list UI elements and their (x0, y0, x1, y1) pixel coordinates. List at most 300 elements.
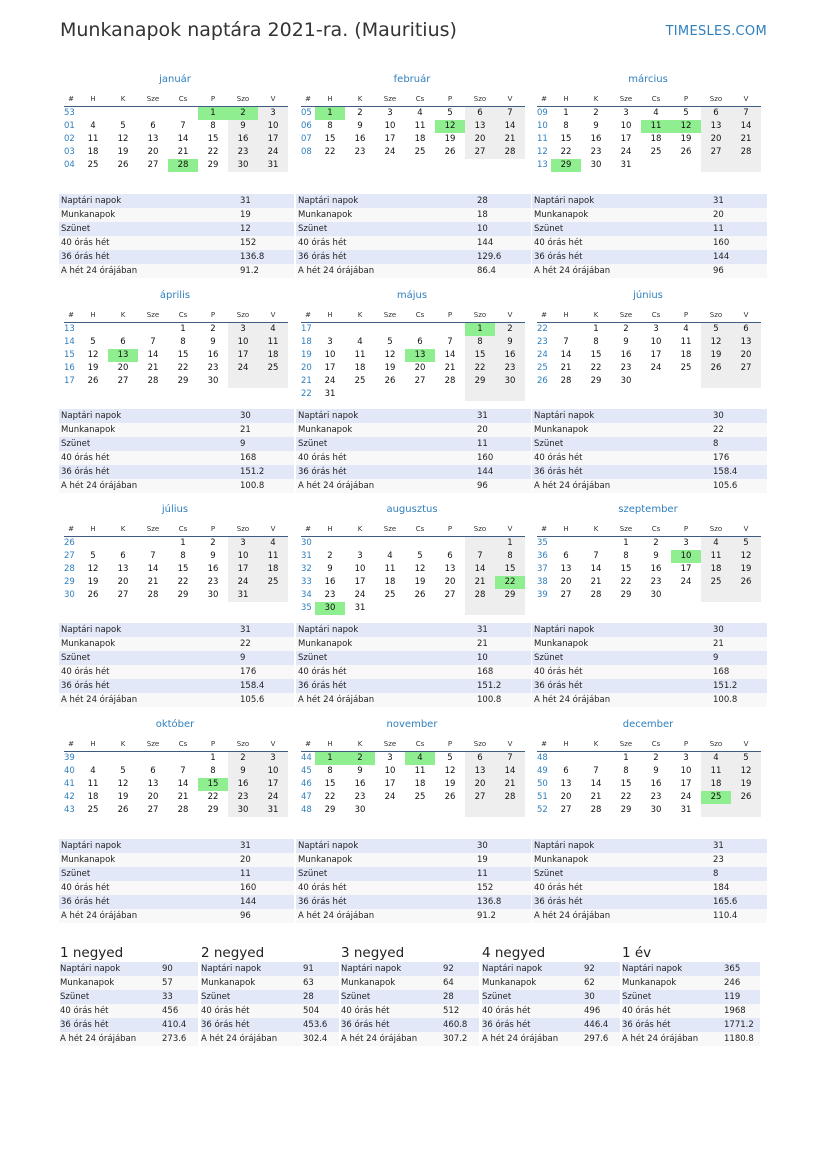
stat-value: 168 (477, 667, 494, 677)
stat-label: A hét 24 órájában (298, 695, 375, 705)
stat-label: Szünet (534, 439, 564, 449)
stat-label: A hét 24 órájában (61, 911, 138, 921)
stat-label: 40 órás hét (61, 667, 110, 677)
month-calendar (64, 502, 286, 602)
month-grid (64, 309, 286, 388)
month-name: június (633, 290, 663, 301)
weekday-header: Szo (228, 93, 258, 107)
stat-value: 20 (477, 425, 488, 435)
day-cell (168, 752, 198, 765)
stat-label: A hét 24 órájában (298, 481, 375, 491)
weekday-header: K (108, 309, 138, 323)
week-number: 12 (537, 147, 548, 157)
stat-value: 86.4 (477, 266, 496, 276)
stat-row (341, 990, 479, 1004)
day-cell: 16 (620, 350, 632, 360)
day-cell: 24 (650, 363, 662, 373)
day-cell: 11 (414, 121, 426, 131)
stat-label: 36 órás hét (61, 897, 110, 907)
stat-value: 11 (477, 439, 488, 449)
day-cell: 17 (228, 563, 258, 576)
day-cell: 4 (90, 766, 96, 776)
day-cell: 22 (620, 577, 632, 587)
stat-label: Munkanapok (61, 425, 116, 435)
quarter-stats (60, 962, 198, 1046)
day-cell: 11 (258, 336, 288, 349)
stat-row (201, 1004, 339, 1018)
stat-value: 9 (713, 653, 719, 663)
day-cell: 18 (258, 349, 288, 362)
weekday-header: V (258, 309, 288, 323)
stat-row (532, 665, 767, 679)
day-cell: 17 (680, 779, 692, 789)
day-cell: 11 (87, 134, 99, 144)
weekday-header: P (671, 738, 701, 752)
day-cell: 19 (87, 577, 99, 587)
week-number: 30 (64, 590, 75, 600)
stat-label: Naptári napok (298, 196, 359, 206)
day-cell: 16 (650, 564, 662, 574)
day-cell: 5 (90, 337, 96, 347)
weekday-header: # (64, 738, 78, 752)
stat-label: 36 órás hét (61, 467, 110, 477)
stat-row (532, 451, 767, 465)
stat-label: Szünet (534, 653, 564, 663)
day-cell (78, 537, 108, 550)
stat-label: 36 órás hét (298, 897, 347, 907)
day-cell: 28 (147, 376, 159, 386)
stat-value: 91.2 (477, 911, 496, 921)
stat-value: 144 (477, 238, 494, 248)
day-cell: 18 (384, 577, 396, 587)
day-cell: 24 (680, 577, 692, 587)
day-cell: 27 (444, 590, 456, 600)
day-cell: 16 (354, 779, 366, 789)
day-cell: 25 (650, 147, 662, 157)
day-cell: 8 (210, 766, 216, 776)
weekday-header: V (495, 523, 525, 537)
stat-label: Munkanapok (298, 639, 353, 649)
weekday-header: Szo (465, 309, 495, 323)
day-cell: 28 (590, 590, 602, 600)
stat-label: 40 órás hét (482, 1006, 531, 1016)
day-cell (345, 323, 375, 336)
day-cell: 22 (177, 363, 189, 373)
day-cell: 19 (680, 134, 692, 144)
month-stats (532, 839, 767, 923)
stat-row (622, 1018, 760, 1032)
stat-value: 96 (477, 481, 488, 491)
weekday-header: # (301, 93, 315, 107)
month-stats (296, 839, 531, 923)
stat-row (296, 623, 531, 637)
stat-value: 92 (584, 964, 595, 974)
stat-value: 273.6 (162, 1034, 187, 1044)
week-number: 39 (64, 753, 75, 763)
month-calendar (64, 717, 286, 817)
day-cell: 21 (590, 792, 602, 802)
week-number: 47 (301, 792, 312, 802)
stat-value: 1180.8 (724, 1034, 754, 1044)
day-cell: 11 (701, 550, 731, 563)
day-cell (495, 804, 525, 817)
stat-value: 460.8 (443, 1020, 468, 1030)
stat-label: A hét 24 órájában (534, 481, 611, 491)
stat-label: 40 órás hét (534, 883, 583, 893)
day-cell: 6 (563, 766, 569, 776)
stat-value: 152 (240, 238, 257, 248)
weekday-header: P (435, 309, 465, 323)
stat-label: 40 órás hét (61, 453, 110, 463)
day-cell: 17 (228, 349, 258, 362)
week-number: 21 (301, 376, 312, 386)
day-cell: 2 (210, 324, 216, 334)
day-cell: 19 (701, 349, 731, 362)
day-cell (78, 752, 108, 765)
month-grid (301, 523, 523, 615)
stat-row (341, 1018, 479, 1032)
day-cell (375, 602, 405, 615)
day-cell: 18 (258, 563, 288, 576)
stat-value: 20 (240, 855, 251, 865)
day-cell: 2 (357, 108, 363, 118)
day-cell (671, 159, 701, 172)
month-grid (301, 309, 523, 401)
day-cell: 10 (384, 121, 396, 131)
weekday-header: Szo (701, 738, 731, 752)
week-number: 17 (301, 324, 312, 334)
stat-label: 40 órás hét (298, 453, 347, 463)
day-cell: 14 (177, 779, 189, 789)
month-stats (296, 409, 531, 493)
day-cell: 2 (495, 323, 525, 336)
day-cell (405, 323, 435, 336)
stat-value: 410.4 (162, 1020, 187, 1030)
day-cell: 20 (147, 147, 159, 157)
stat-label: Szünet (534, 224, 564, 234)
stat-label: Naptári napok (341, 964, 402, 974)
day-cell: 1 (315, 107, 345, 120)
stat-label: 36 órás hét (534, 897, 583, 907)
day-cell: 23 (207, 363, 219, 373)
week-number: 28 (64, 564, 75, 574)
day-cell: 9 (623, 337, 629, 347)
month-name: február (393, 74, 431, 85)
month-stats (532, 623, 767, 707)
brand-link[interactable]: TIMESLES.COM (665, 24, 767, 39)
day-cell: 22 (177, 577, 189, 587)
day-cell: 24 (620, 147, 632, 157)
day-cell: 21 (465, 576, 495, 589)
stat-label: 36 órás hét (298, 252, 347, 262)
day-cell: 3 (387, 753, 393, 763)
weekday-header: Sze (375, 738, 405, 752)
stat-label: Munkanapok (482, 978, 537, 988)
day-cell (345, 537, 375, 550)
day-cell: 26 (701, 362, 731, 375)
stat-label: Naptári napok (482, 964, 543, 974)
stat-value: 96 (240, 911, 251, 921)
weekday-header: K (345, 93, 375, 107)
week-number: 22 (537, 324, 548, 334)
stat-value: 144 (477, 467, 494, 477)
day-cell: 12 (435, 120, 465, 133)
day-cell: 27 (147, 805, 159, 815)
day-cell: 2 (653, 753, 659, 763)
weekday-header: K (108, 738, 138, 752)
stat-row (341, 1004, 479, 1018)
day-cell: 19 (731, 563, 761, 576)
day-cell: 30 (228, 804, 258, 817)
day-cell: 9 (228, 120, 258, 133)
stat-label: Szünet (61, 653, 91, 663)
weekday-header: Szo (465, 93, 495, 107)
stat-label: 40 órás hét (61, 238, 110, 248)
stat-row (532, 623, 767, 637)
day-cell (465, 804, 495, 817)
day-cell (345, 388, 375, 401)
day-cell: 6 (731, 323, 761, 336)
month-calendar (537, 717, 759, 817)
week-number: 08 (301, 147, 312, 157)
weekday-header: V (731, 738, 761, 752)
day-cell: 8 (327, 121, 333, 131)
day-cell: 16 (324, 577, 336, 587)
stat-value: 144 (240, 897, 257, 907)
day-cell: 21 (495, 133, 525, 146)
day-cell: 31 (354, 603, 366, 613)
day-cell: 21 (560, 363, 572, 373)
day-cell: 16 (354, 134, 366, 144)
day-cell (495, 388, 525, 401)
week-number: 52 (537, 805, 548, 815)
week-number: 32 (301, 564, 312, 574)
day-cell: 22 (590, 363, 602, 373)
stat-value: 21 (477, 639, 488, 649)
day-cell: 29 (620, 805, 632, 815)
day-cell: 28 (731, 146, 761, 159)
month-stats (296, 194, 531, 278)
day-cell: 7 (150, 551, 156, 561)
week-number: 34 (301, 590, 312, 600)
day-cell: 11 (354, 350, 366, 360)
stat-value: 28 (303, 992, 314, 1002)
stat-value: 504 (303, 1006, 320, 1016)
stat-label: 40 órás hét (298, 667, 347, 677)
day-cell: 13 (731, 336, 761, 349)
day-cell: 25 (354, 376, 366, 386)
day-cell: 23 (354, 147, 366, 157)
day-cell: 24 (384, 792, 396, 802)
day-cell: 6 (465, 107, 495, 120)
stat-value: 158.4 (713, 467, 738, 477)
month-calendar (537, 502, 759, 602)
weekday-header: V (731, 523, 761, 537)
day-cell: 9 (653, 551, 659, 561)
stat-label: Naptári napok (201, 964, 262, 974)
stat-value: 62 (584, 978, 595, 988)
stat-row (59, 208, 294, 222)
day-cell (375, 323, 405, 336)
day-cell: 4 (701, 537, 731, 550)
day-cell (465, 388, 495, 401)
stat-value: 160 (477, 453, 494, 463)
stat-row (59, 679, 294, 693)
day-cell: 3 (387, 108, 393, 118)
day-cell: 28 (590, 805, 602, 815)
stat-value: 20 (713, 210, 724, 220)
day-cell: 12 (117, 134, 129, 144)
day-cell: 29 (620, 590, 632, 600)
day-cell: 16 (228, 778, 258, 791)
day-cell: 26 (87, 376, 99, 386)
day-cell: 1 (465, 323, 495, 336)
stat-label: A hét 24 órájában (61, 695, 138, 705)
stat-row (201, 962, 339, 976)
day-cell (108, 537, 138, 550)
stat-value: 31 (240, 841, 251, 851)
weekday-header: H (551, 309, 581, 323)
day-cell: 19 (414, 577, 426, 587)
stat-row (296, 409, 531, 423)
day-cell (375, 388, 405, 401)
day-cell: 3 (357, 551, 363, 561)
week-number: 30 (301, 538, 312, 548)
day-cell: 30 (590, 160, 602, 170)
day-cell: 3 (228, 537, 258, 550)
day-cell: 28 (168, 159, 198, 172)
day-cell: 9 (210, 551, 216, 561)
day-cell: 27 (414, 376, 426, 386)
day-cell: 28 (147, 590, 159, 600)
weekday-header: K (581, 738, 611, 752)
day-cell: 30 (354, 805, 366, 815)
stat-row (532, 437, 767, 451)
weekday-header: P (435, 523, 465, 537)
day-cell: 25 (258, 576, 288, 589)
stat-row (532, 679, 767, 693)
stat-value: 110.4 (713, 911, 738, 921)
weekday-header: Sze (375, 523, 405, 537)
day-cell: 22 (207, 147, 219, 157)
day-cell: 4 (258, 537, 288, 550)
day-cell: 26 (731, 576, 761, 589)
day-cell: 3 (327, 337, 333, 347)
stat-row (532, 637, 767, 651)
stat-label: Szünet (534, 869, 564, 879)
day-cell (138, 323, 168, 336)
stat-label: 40 órás hét (298, 883, 347, 893)
day-cell: 22 (324, 792, 336, 802)
stat-label: Szünet (482, 992, 512, 1002)
stat-value: 151.2 (477, 681, 502, 691)
day-cell: 2 (327, 551, 333, 561)
month-calendar (64, 288, 286, 388)
weekday-header: # (537, 523, 551, 537)
week-number: 19 (301, 350, 312, 360)
weekday-header: P (198, 523, 228, 537)
weekday-header: # (537, 309, 551, 323)
stat-value: 302.4 (303, 1034, 328, 1044)
stat-row (59, 665, 294, 679)
day-cell: 18 (701, 563, 731, 576)
week-number: 07 (301, 134, 312, 144)
stat-row (59, 264, 294, 278)
weekday-header: Szo (701, 309, 731, 323)
stat-row (296, 236, 531, 250)
day-cell: 14 (147, 564, 159, 574)
weekday-header: P (198, 309, 228, 323)
stat-label: A hét 24 órájában (622, 1034, 699, 1044)
stat-row (532, 250, 767, 264)
stat-row (622, 976, 760, 990)
stat-value: 168 (240, 453, 257, 463)
day-cell: 5 (701, 323, 731, 336)
day-cell (138, 107, 168, 120)
stat-row (296, 437, 531, 451)
weekday-header: V (258, 523, 288, 537)
month-grid (537, 93, 759, 172)
day-cell: 1 (623, 538, 629, 548)
weekday-header: Cs (641, 93, 671, 107)
week-number: 42 (64, 792, 75, 802)
week-number: 29 (64, 577, 75, 587)
weekday-header: P (198, 93, 228, 107)
stat-row (59, 236, 294, 250)
day-cell: 10 (354, 564, 366, 574)
day-cell: 12 (87, 350, 99, 360)
stat-label: 36 órás hét (60, 1020, 109, 1030)
day-cell: 18 (680, 350, 692, 360)
day-cell: 25 (680, 363, 692, 373)
day-cell: 27 (117, 590, 129, 600)
month-name: január (159, 74, 191, 85)
day-cell: 18 (650, 134, 662, 144)
day-cell: 1 (593, 324, 599, 334)
day-cell: 14 (177, 134, 189, 144)
stat-label: A hét 24 órájában (341, 1034, 418, 1044)
week-number: 35 (537, 538, 548, 548)
week-number: 48 (537, 753, 548, 763)
stat-row (59, 839, 294, 853)
day-cell (435, 537, 465, 550)
day-cell: 13 (701, 120, 731, 133)
day-cell: 7 (731, 107, 761, 120)
day-cell (701, 159, 731, 172)
stat-label: A hét 24 órájában (61, 481, 138, 491)
day-cell: 12 (671, 120, 701, 133)
day-cell: 16 (650, 779, 662, 789)
stat-label: Munkanapok (61, 210, 116, 220)
day-cell: 25 (87, 805, 99, 815)
stat-value: 119 (724, 992, 741, 1002)
day-cell: 26 (444, 147, 456, 157)
month-grid (537, 738, 759, 817)
day-cell: 7 (495, 752, 525, 765)
month-name: március (628, 74, 668, 85)
month-stats (532, 194, 767, 278)
day-cell: 19 (117, 147, 129, 157)
stat-row (59, 465, 294, 479)
week-number: 24 (537, 350, 548, 360)
stat-label: 40 órás hét (341, 1006, 390, 1016)
day-cell: 8 (563, 121, 569, 131)
day-cell: 7 (180, 766, 186, 776)
day-cell: 5 (447, 108, 453, 118)
day-cell (581, 752, 611, 765)
day-cell: 23 (495, 362, 525, 375)
day-cell (435, 323, 465, 336)
